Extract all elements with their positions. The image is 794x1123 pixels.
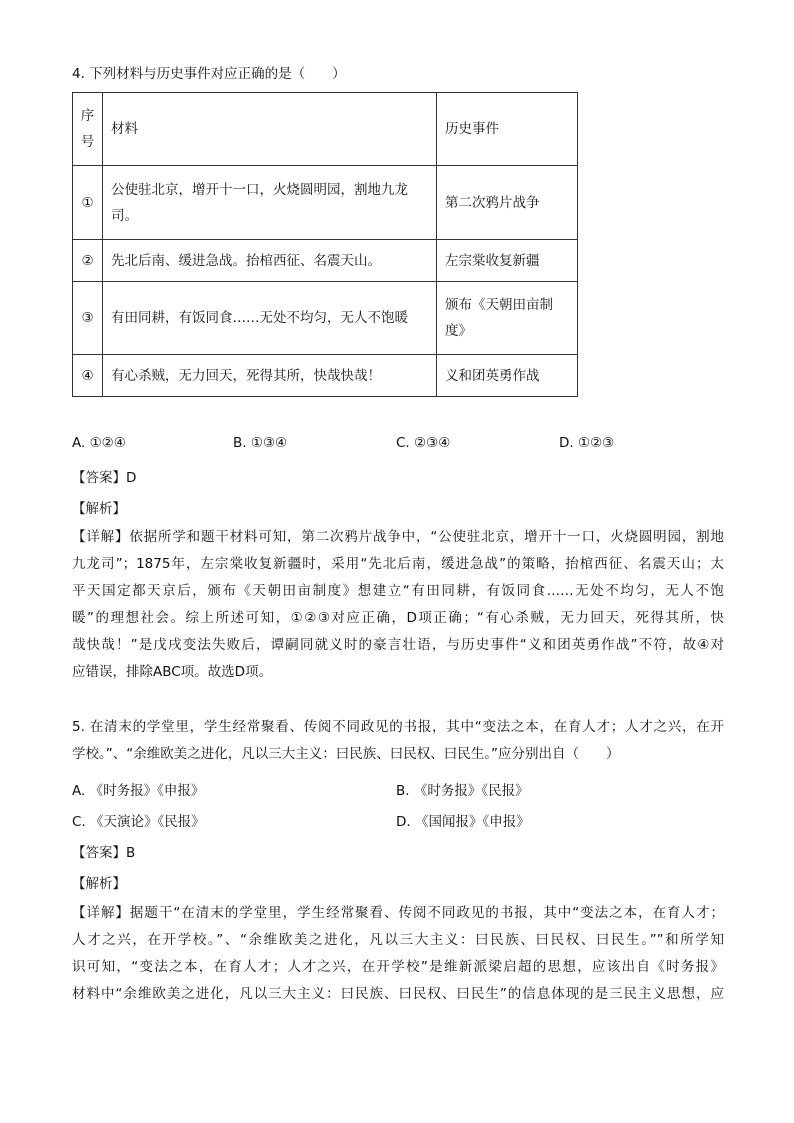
row-num: ① (73, 166, 103, 240)
row-event: 第二次鸦片战争 (437, 166, 578, 240)
row-material: 先北后南、缓进急战。抬棺西征、名震天山。 (103, 240, 437, 282)
row-event: 左宗棠收复新疆 (437, 240, 578, 282)
table-row (73, 355, 578, 397)
table-row (73, 166, 578, 240)
table-row (73, 240, 578, 282)
row-num: ③ (73, 282, 103, 355)
row-event: 义和团英勇作战 (437, 355, 578, 397)
header-material: 材料 (103, 93, 437, 166)
row-num: ② (73, 240, 103, 282)
q5-stem-line: 学校。”、“余维欧美之进化，凡以三大主义：曰民族、曰民权、曰民生。”应分别出自（ ） (72, 746, 620, 762)
q4-detail-line: 【详解】依据所学和题干材料可知，第二次鸦片战争中，“公使驻北京，增开十一口，火烧圆明园，割地 (72, 529, 724, 545)
q5-option-b: B. 《时务报》《民报》 (396, 783, 529, 799)
row-event: 颁布《天朝田亩制度》 (437, 282, 578, 355)
row-num: ④ (73, 355, 103, 397)
q5-stem-line: 5. 在清末的学堂里，学生经常聚看、传阅不同政见的书报，其中“变法之本，在育人才；人才之兴，在开 (72, 719, 724, 735)
header-event: 历史事件 (437, 93, 578, 166)
q5-option-c: C. 《天演论》《民报》 (72, 814, 205, 830)
q4-detail-line: 平天国定都天京后，颁布《天朝田亩制度》想建立“有田同耕，有饭同食……无处不均匀，无人不饱 (72, 583, 724, 599)
q4-detail-line: 九龙司”；1875年，左宗棠收复新疆时，采用“先北后南，缓进急战”的策略，抬棺西征、名震天山；太 (72, 556, 724, 572)
q4-analysis-label: 【解析】 (72, 501, 126, 517)
q5-option-a: A. 《时务报》《申报》 (72, 783, 205, 799)
q4-detail-line: 哉快哉！”是戊戌变法失败后，谭嗣同就义时的豪言壮语，与历史事件“义和团英勇作战”不符，故④对 (72, 637, 724, 653)
q5-detail-line: 识可知，“变法之本，在育人才；人才之兴，在开学校”是维新派梁启超的思想，应该出自《时务报》 (72, 959, 724, 975)
q5-analysis-label: 【解析】 (72, 876, 126, 892)
materials-table (72, 92, 578, 397)
q4-option-c: C. ②③④ (396, 435, 451, 451)
q5-answer: 【答案】B (72, 845, 136, 861)
q4-option-d: D. ①②③ (559, 435, 615, 451)
q5-detail-line: 【详解】据题干“在清末的学堂里，学生经常聚看、传阅不同政见的书报，其中“变法之本，在育人才； (72, 905, 724, 921)
table-row (73, 282, 578, 355)
row-material: 有心杀贼，无力回天，死得其所，快哉快哉！ (103, 355, 437, 397)
q4-answer: 【答案】D (72, 470, 137, 486)
q5-detail-line: 材料中“余维欧美之进化，凡以三大主义：曰民族、曰民权、曰民生”的信息体现的是三民主义思想，应 (72, 986, 724, 1002)
q4-detail-line: 暖”的理想社会。综上所述可知，①②③对应正确，D项正确；“有心杀贼，无力回天，死得其所，快 (72, 610, 724, 626)
q4-option-b: B. ①③④ (233, 435, 288, 451)
q4-detail-line: 应错误，排除ABC项。故选D项。 (72, 664, 273, 680)
row-material: 公使驻北京，增开十一口，火烧圆明园，割地九龙司。 (103, 166, 437, 240)
header-num: 序号 (73, 93, 103, 166)
q4-option-a: A. ①②④ (72, 435, 126, 451)
q5-detail (72, 900, 724, 1008)
table-header-row (73, 93, 578, 166)
q4-stem: 4. 下列材料与历史事件对应正确的是（ ） (72, 66, 346, 82)
q5-stem (72, 714, 724, 768)
q5-option-d: D. 《国闻报》《申报》 (396, 814, 530, 830)
q5-detail-line: 人才之兴，在开学校。”、“余维欧美之进化，凡以三大主义：曰民族、曰民权、曰民生。””和所学知 (72, 932, 724, 948)
q4-detail (72, 524, 724, 686)
row-material: 有田同耕，有饭同食……无处不均匀，无人不饱暖 (103, 282, 437, 355)
